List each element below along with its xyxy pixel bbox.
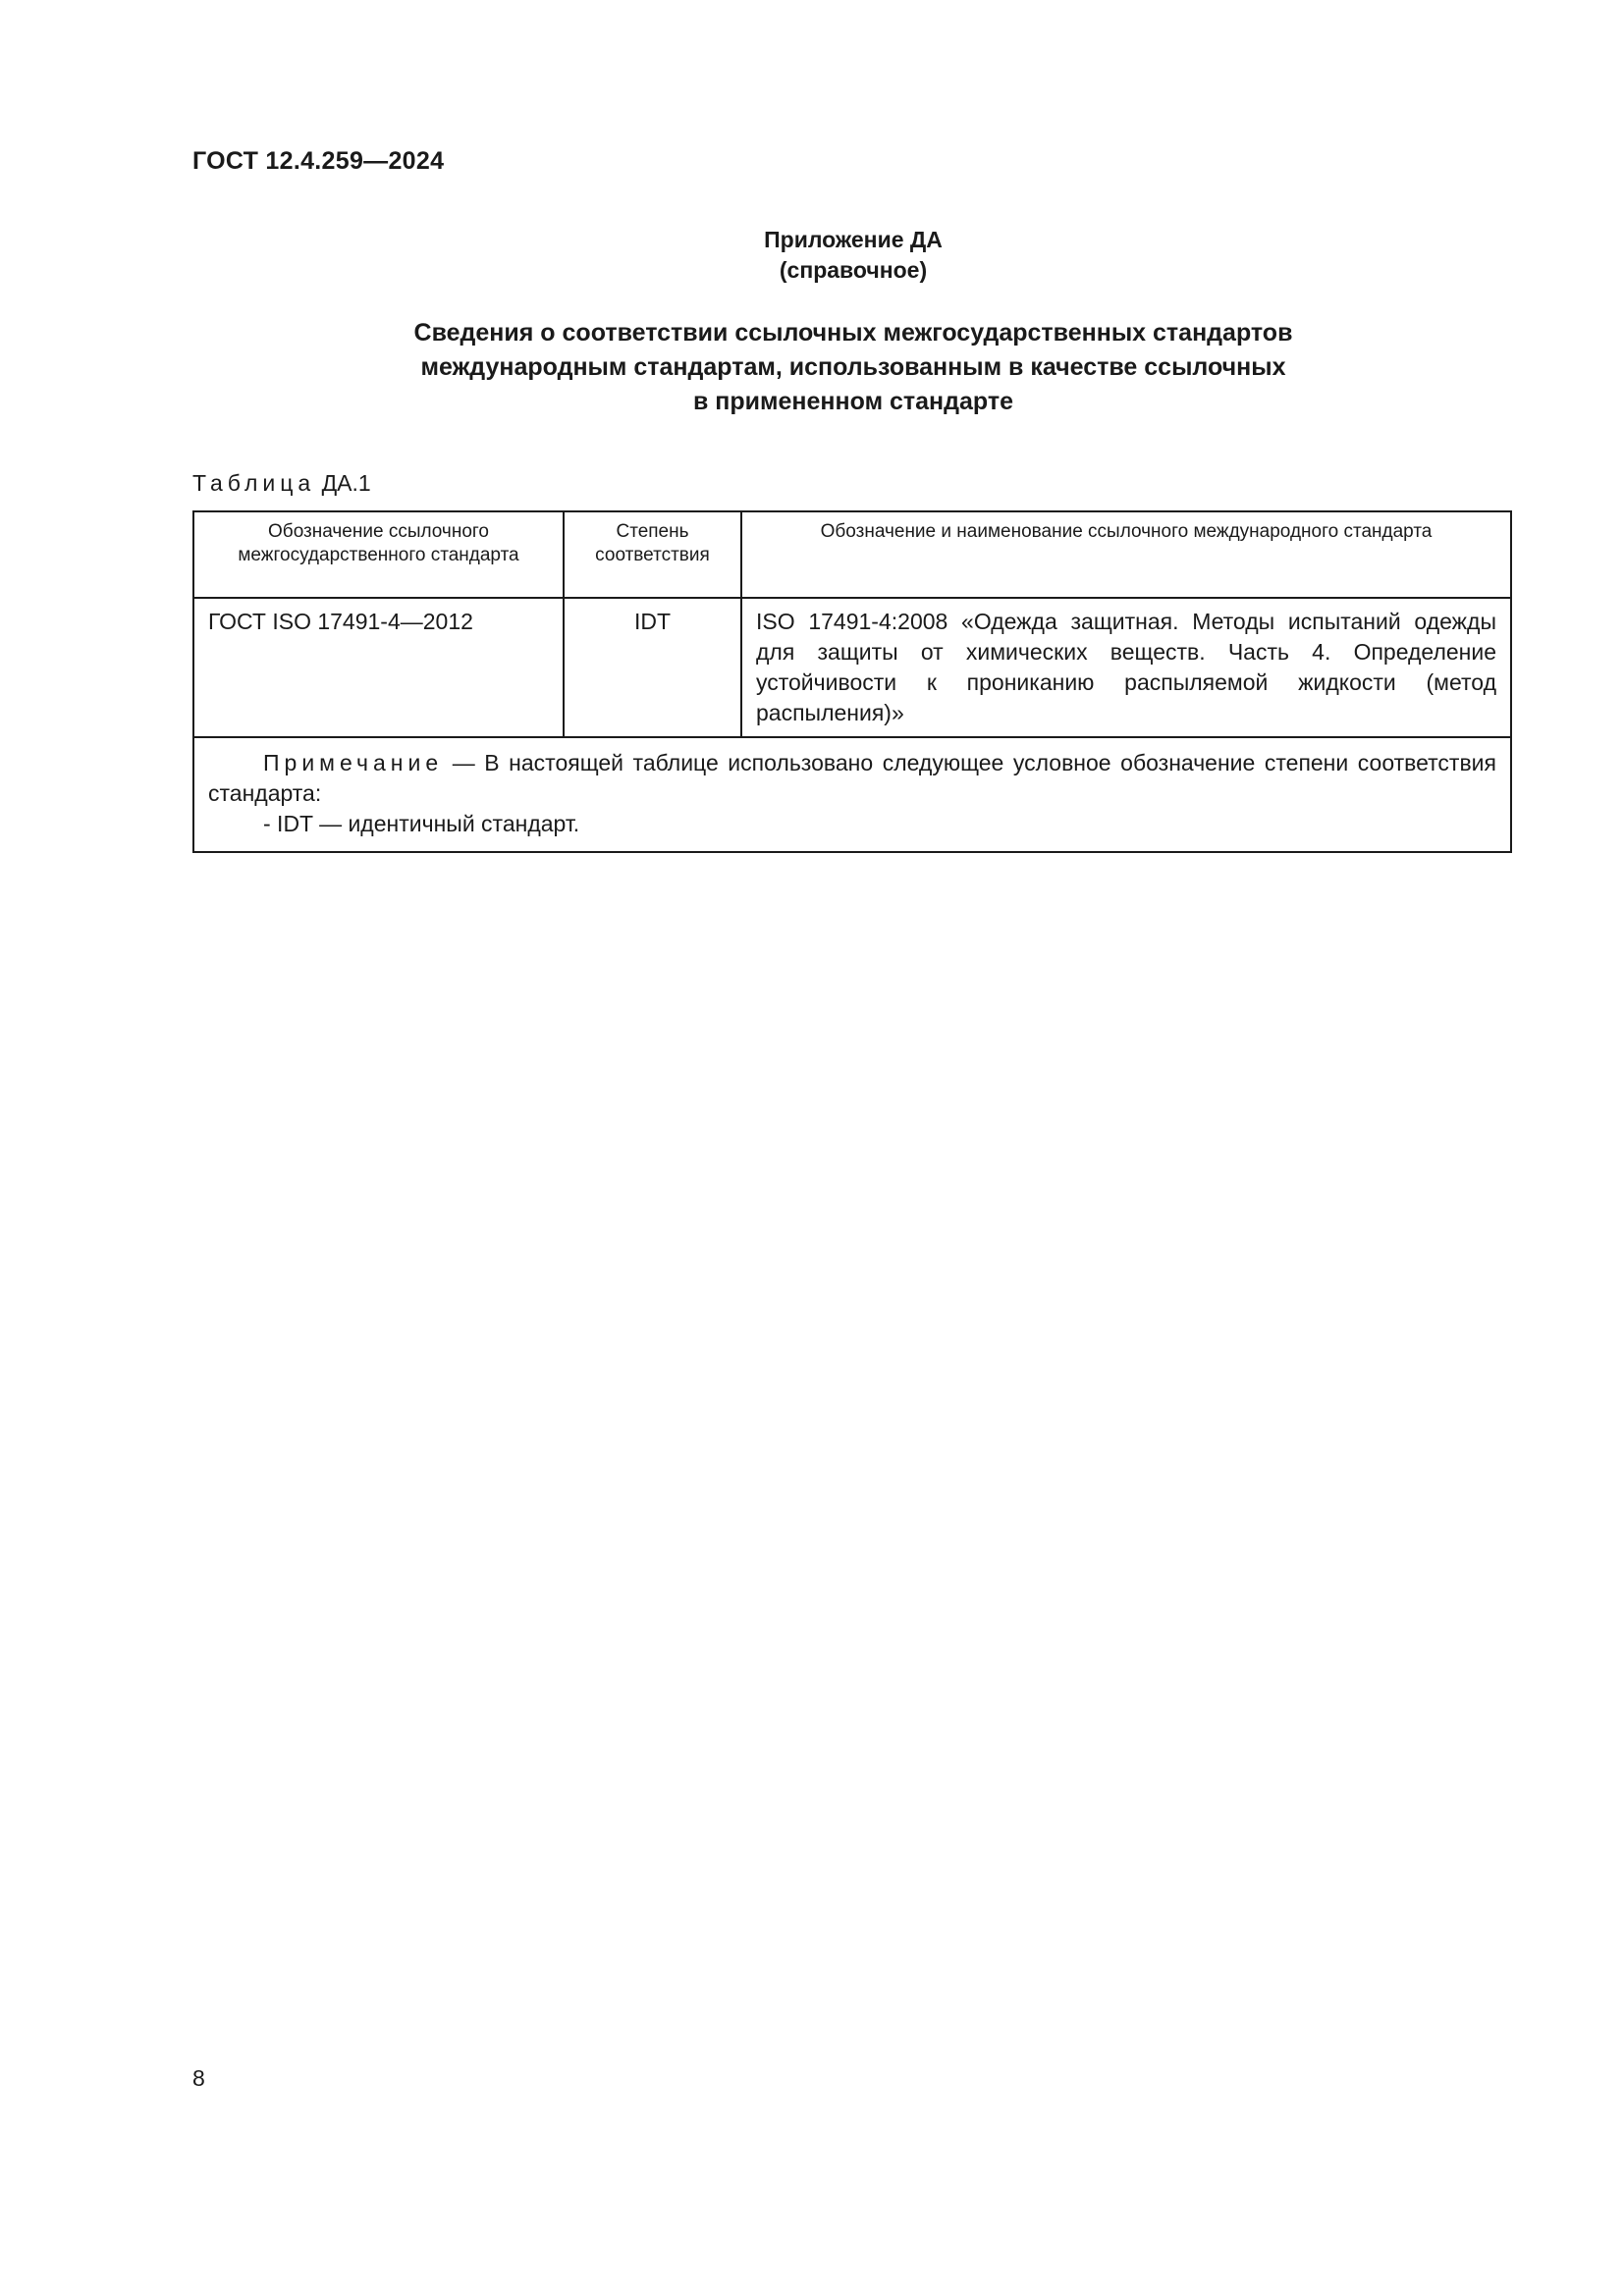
annex-heading-line: Сведения о соответствии ссылочных межгосударственных стандартов xyxy=(413,319,1293,347)
annex-heading-line: международным стандартам, использованным в качестве ссылочных xyxy=(420,353,1286,381)
cell-degree: IDT xyxy=(564,598,741,737)
note-text: — В настоящей таблице использовано следующее условное обозначение степени соответствия стандарта: xyxy=(208,750,1496,806)
standards-table xyxy=(192,510,1512,853)
annex-title-block xyxy=(192,225,1514,286)
table-caption-number: ДА.1 xyxy=(321,470,371,496)
table-caption-label: Таблица xyxy=(192,470,316,496)
page-number: 8 xyxy=(192,2065,205,2091)
table-note-row xyxy=(193,737,1511,852)
column-header-interstate: Обозначение ссылочного межгосударственного стандарта xyxy=(193,511,564,598)
table-note xyxy=(193,737,1511,852)
column-header-degree: Степень соответствия xyxy=(564,511,741,598)
note-item: - IDT — идентичный стандарт. xyxy=(263,811,580,836)
note-label: Примечание xyxy=(263,750,444,775)
document-code: ГОСТ 12.4.259—2024 xyxy=(192,147,445,175)
note-text-line xyxy=(208,748,1496,809)
column-header-international: Обозначение и наименование ссылочного международного стандарта xyxy=(741,511,1511,598)
annex-heading-line: в примененном стандарте xyxy=(692,388,1014,415)
cell-international-standard: ISO 17491-4:2008 «Одежда защитная. Методы испытаний одежды для защиты от химических веществ. Часть 4. Определение устойчивости к прониканию распыляемой жидкости (метод распыления)» xyxy=(741,598,1511,737)
annex-status: (справочное) xyxy=(779,257,928,283)
cell-interstate-standard: ГОСТ ISO 17491-4—2012 xyxy=(193,598,564,737)
table-caption xyxy=(192,470,371,497)
table-header-row xyxy=(193,511,1511,598)
annex-heading xyxy=(192,316,1514,419)
table-row xyxy=(193,598,1511,737)
annex-title: Приложение ДА xyxy=(764,227,943,252)
